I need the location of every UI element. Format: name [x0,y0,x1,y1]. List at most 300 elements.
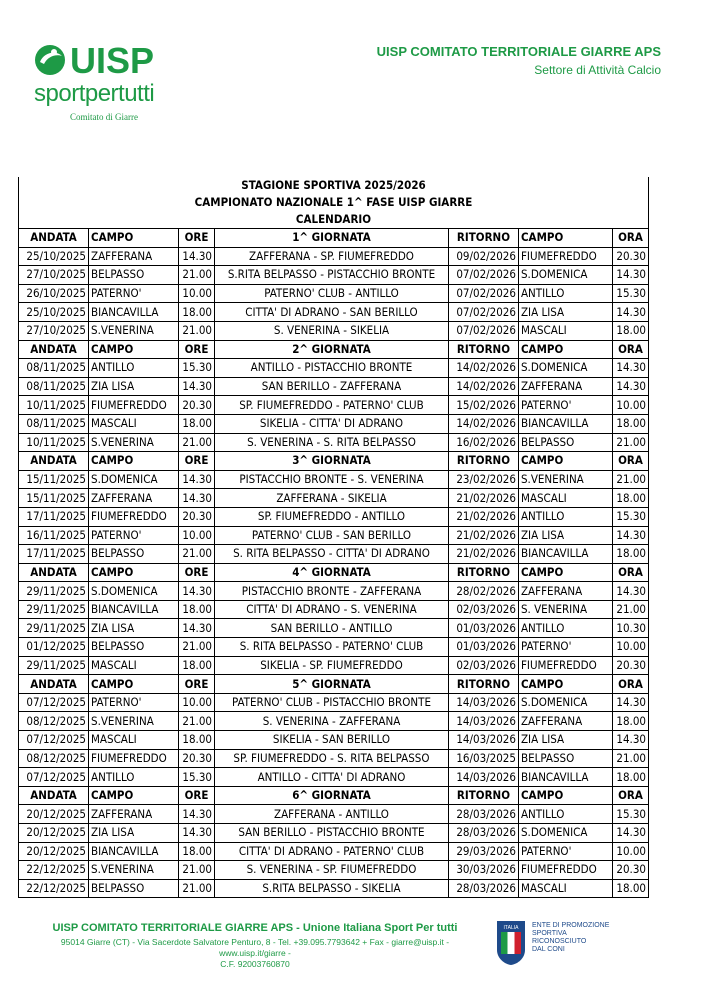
column-header: ORA [612,563,648,582]
column-header: RITORNO [448,452,518,471]
logo-subtitle: sportpertutti [34,80,155,107]
match-row [19,266,649,285]
column-header: ORE [179,563,215,582]
ritorno-field: ANTILLO [518,805,612,824]
andata-date: 29/11/2025 [19,582,89,601]
footer-org: UISP COMITATO TERRITORIALE GIARRE APS - Unione Italiana Sport Per tutti [52,922,458,934]
coni-text [532,922,609,954]
ritorno-field: BELPASSO [518,433,612,452]
coni-line: RICONOSCIUTO [532,938,587,945]
andata-field: ZAFFERANA [89,247,179,266]
match-row [19,768,649,787]
column-header: CAMPO [89,675,179,694]
ritorno-time: 14.30 [612,731,648,750]
andata-time: 15.30 [179,768,215,787]
ritorno-field: FIUMEFREDDO [518,247,612,266]
ritorno-date: 16/03/2025 [448,749,518,768]
column-header: ORE [179,340,215,359]
logo-comitato: Comitato di Giarre [70,112,138,122]
match: CITTA' DI ADRANO - SAN BERILLO [215,303,449,322]
giornata-header [19,229,649,248]
ritorno-date: 14/03/2026 [448,693,518,712]
match: PISTACCHIO BRONTE - S. VENERINA [215,470,449,489]
ritorno-field: MASCALI [518,879,612,898]
ritorno-time: 18.00 [612,712,648,731]
match-row [19,842,649,861]
andata-time: 14.30 [179,489,215,508]
match: SAN BERILLO - ANTILLO [215,619,449,638]
andata-time: 21.00 [179,879,215,898]
andata-time: 14.30 [179,247,215,266]
andata-field: BIANCAVILLA [89,842,179,861]
column-header: CAMPO [89,452,179,471]
column-header: CAMPO [89,340,179,359]
match-row [19,247,649,266]
match: S. VENERINA - SP. FIUMEFREDDO [215,861,449,880]
match-row [19,396,649,415]
column-header: CAMPO [89,786,179,805]
andata-field: S.DOMENICA [89,470,179,489]
ritorno-time: 15.30 [612,284,648,303]
andata-field: BELPASSO [89,638,179,657]
match: SIKELIA - CITTA' DI ADRANO [215,414,449,433]
andata-date: 08/11/2025 [19,377,89,396]
column-header: RITORNO [448,786,518,805]
andata-time: 10.00 [179,284,215,303]
andata-field: ANTILLO [89,768,179,787]
column-header: CAMPO [518,675,612,694]
andata-date: 25/10/2025 [19,303,89,322]
ritorno-field: S.VENERINA [518,470,612,489]
match: ANTILLO - CITTA' DI ADRANO [215,768,449,787]
ritorno-date: 14/02/2026 [448,359,518,378]
match-row [19,861,649,880]
ritorno-field: PATERNO' [518,396,612,415]
ritorno-field: ZAFFERANA [518,377,612,396]
andata-time: 21.00 [179,545,215,564]
championship-title: CAMPIONATO NAZIONALE 1^ FASE UISP GIARRE [19,194,649,211]
ritorno-field: PATERNO' [518,638,612,657]
ritorno-date: 21/02/2026 [448,545,518,564]
coni-line: ENTE DI PROMOZIONE [532,922,610,929]
andata-field: FIUMEFREDDO [89,507,179,526]
match-row [19,582,649,601]
ritorno-time: 18.00 [612,321,648,340]
andata-time: 15.30 [179,359,215,378]
andata-field: PATERNO' [89,284,179,303]
coni-line: SPORTIVA [532,930,567,937]
match-row [19,359,649,378]
column-header: ORA [612,229,648,248]
andata-date: 17/11/2025 [19,507,89,526]
column-header: ORA [612,786,648,805]
calendar-table [18,177,649,898]
andata-field: BIANCAVILLA [89,600,179,619]
coni-badge [496,920,616,968]
org-title: UISP COMITATO TERRITORIALE GIARRE APS [376,44,661,59]
column-header: CAMPO [89,563,179,582]
ritorno-time: 18.00 [612,414,648,433]
andata-time: 18.00 [179,842,215,861]
column-header: ORE [179,229,215,248]
match-row [19,377,649,396]
andata-time: 18.00 [179,600,215,619]
ritorno-date: 23/02/2026 [448,470,518,489]
column-header: ORA [612,340,648,359]
match-row [19,600,649,619]
match-row [19,545,649,564]
ritorno-time: 10.30 [612,619,648,638]
ritorno-field: ZIA LISA [518,303,612,322]
column-header: ORE [179,786,215,805]
andata-date: 25/10/2025 [19,247,89,266]
column-header: CAMPO [518,452,612,471]
ritorno-field: S.DOMENICA [518,359,612,378]
footer [30,922,480,970]
ritorno-time: 18.00 [612,489,648,508]
ritorno-field: S. VENERINA [518,600,612,619]
ritorno-field: ANTILLO [518,619,612,638]
giornata-label: 4^ GIORNATA [215,563,449,582]
andata-field: BELPASSO [89,879,179,898]
andata-field: ZAFFERANA [89,489,179,508]
column-header: ANDATA [19,452,89,471]
match-row [19,489,649,508]
match-row [19,303,649,322]
ritorno-time: 15.30 [612,507,648,526]
match: S. VENERINA - SIKELIA [215,321,449,340]
ritorno-date: 16/02/2026 [448,433,518,452]
andata-date: 15/11/2025 [19,489,89,508]
giornata-label: 2^ GIORNATA [215,340,449,359]
giornata-header [19,340,649,359]
footer-address-line: 95014 Giarre (CT) - Via Sacerdote Salvatore Penturo, 8 - Tel. +39.095.7793642 + Fax - giarre@uisp.it - www.uisp.it/giarre - [60,937,450,958]
andata-date: 08/11/2025 [19,359,89,378]
ritorno-field: FIUMEFREDDO [518,656,612,675]
ritorno-field: BIANCAVILLA [518,545,612,564]
andata-field: PATERNO' [89,526,179,545]
andata-field: FIUMEFREDDO [89,396,179,415]
match: ZAFFERANA - SIKELIA [215,489,449,508]
match: SAN BERILLO - ZAFFERANA [215,377,449,396]
match-row [19,731,649,750]
ritorno-time: 15.30 [612,805,648,824]
andata-field: ZIA LISA [89,619,179,638]
column-header: ORA [612,675,648,694]
match: PISTACCHIO BRONTE - ZAFFERANA [215,582,449,601]
ritorno-time: 21.00 [612,600,648,619]
andata-date: 10/11/2025 [19,396,89,415]
column-header: CAMPO [518,229,612,248]
match-row [19,470,649,489]
column-header: RITORNO [448,340,518,359]
ritorno-field: MASCALI [518,489,612,508]
ritorno-date: 01/03/2026 [448,619,518,638]
match-row [19,284,649,303]
andata-date: 29/11/2025 [19,619,89,638]
ritorno-field: ANTILLO [518,507,612,526]
match: ZAFFERANA - ANTILLO [215,805,449,824]
column-header: ORE [179,675,215,694]
uisp-logo [30,40,190,125]
column-header: RITORNO [448,563,518,582]
andata-date: 27/10/2025 [19,266,89,285]
match: SAN BERILLO - PISTACCHIO BRONTE [215,824,449,843]
ritorno-time: 10.00 [612,396,648,415]
match-row [19,824,649,843]
match: SP. FIUMEFREDDO - S. RITA BELPASSO [215,749,449,768]
match: S. VENERINA - S. RITA BELPASSO [215,433,449,452]
column-header: ANDATA [19,229,89,248]
ritorno-date: 14/03/2026 [448,712,518,731]
ritorno-date: 14/02/2026 [448,414,518,433]
ritorno-time: 14.30 [612,526,648,545]
ritorno-date: 14/03/2026 [448,768,518,787]
andata-date: 08/11/2025 [19,414,89,433]
andata-time: 20.30 [179,749,215,768]
ritorno-date: 07/02/2026 [448,284,518,303]
giornata-label: 6^ GIORNATA [215,786,449,805]
giornata-label: 3^ GIORNATA [215,452,449,471]
match: PATERNO' CLUB - SAN BERILLO [215,526,449,545]
andata-time: 21.00 [179,321,215,340]
andata-time: 14.30 [179,824,215,843]
column-header: CAMPO [518,563,612,582]
ritorno-date: 28/03/2026 [448,805,518,824]
ritorno-date: 09/02/2026 [448,247,518,266]
andata-field: S.DOMENICA [89,582,179,601]
andata-time: 14.30 [179,377,215,396]
ritorno-time: 21.00 [612,749,648,768]
ritorno-time: 20.30 [612,861,648,880]
ritorno-date: 21/02/2026 [448,489,518,508]
ritorno-field: BELPASSO [518,749,612,768]
andata-time: 18.00 [179,731,215,750]
andata-date: 01/12/2025 [19,638,89,657]
column-header: RITORNO [448,229,518,248]
andata-time: 18.00 [179,414,215,433]
match: S. RITA BELPASSO - PATERNO' CLUB [215,638,449,657]
andata-field: S.VENERINA [89,433,179,452]
andata-date: 27/10/2025 [19,321,89,340]
andata-date: 20/12/2025 [19,824,89,843]
ritorno-field: S.DOMENICA [518,266,612,285]
giornata-header [19,563,649,582]
ritorno-time: 18.00 [612,879,648,898]
match: SIKELIA - SAN BERILLO [215,731,449,750]
ritorno-field: ZAFFERANA [518,582,612,601]
match-row [19,321,649,340]
andata-field: BIANCAVILLA [89,303,179,322]
match-row [19,693,649,712]
footer-address [30,937,480,970]
andata-date: 10/11/2025 [19,433,89,452]
coni-line: DAL CONI [532,946,565,953]
ritorno-time: 21.00 [612,470,648,489]
andata-time: 21.00 [179,638,215,657]
ritorno-time: 14.30 [612,359,648,378]
match-row [19,805,649,824]
ritorno-field: ANTILLO [518,284,612,303]
ritorno-time: 18.00 [612,545,648,564]
column-header: ANDATA [19,786,89,805]
ritorno-time: 18.00 [612,768,648,787]
match: PATERNO' CLUB - ANTILLO [215,284,449,303]
match: S.RITA BELPASSO - PISTACCHIO BRONTE [215,266,449,285]
match-row [19,749,649,768]
andata-field: FIUMEFREDDO [89,749,179,768]
andata-field: MASCALI [89,414,179,433]
andata-date: 22/12/2025 [19,861,89,880]
match-row [19,619,649,638]
ritorno-time: 14.30 [612,693,648,712]
runner-icon [30,42,70,78]
ritorno-date: 14/02/2026 [448,377,518,396]
andata-date: 08/12/2025 [19,712,89,731]
column-header: ANDATA [19,340,89,359]
ritorno-date: 01/03/2026 [448,638,518,657]
column-header: CAMPO [518,786,612,805]
ritorno-date: 07/02/2026 [448,321,518,340]
match: PATERNO' CLUB - PISTACCHIO BRONTE [215,693,449,712]
match: S.RITA BELPASSO - SIKELIA [215,879,449,898]
season-title: STAGIONE SPORTIVA 2025/2026 [19,177,649,194]
badge-country: ITALIA [503,925,519,931]
andata-date: 15/11/2025 [19,470,89,489]
match: SIKELIA - SP. FIUMEFREDDO [215,656,449,675]
match-row [19,526,649,545]
org-header [377,44,661,77]
ritorno-date: 02/03/2026 [448,600,518,619]
match: CITTA' DI ADRANO - PATERNO' CLUB [215,842,449,861]
ritorno-date: 30/03/2026 [448,861,518,880]
ritorno-time: 14.30 [612,582,648,601]
ritorno-date: 07/02/2026 [448,303,518,322]
andata-field: ZAFFERANA [89,805,179,824]
ritorno-field: BIANCAVILLA [518,414,612,433]
andata-time: 18.00 [179,656,215,675]
ritorno-field: BIANCAVILLA [518,768,612,787]
andata-date: 08/12/2025 [19,749,89,768]
match-row [19,656,649,675]
andata-date: 07/12/2025 [19,693,89,712]
match-row [19,507,649,526]
ritorno-time: 14.30 [612,824,648,843]
giornata-label: 1^ GIORNATA [215,229,449,248]
footer-tax-code: C.F. 92003760870 [220,959,290,969]
andata-date: 16/11/2025 [19,526,89,545]
ritorno-date: 21/02/2026 [448,526,518,545]
match: S. VENERINA - ZAFFERANA [215,712,449,731]
andata-time: 20.30 [179,507,215,526]
andata-date: 20/12/2025 [19,842,89,861]
andata-time: 21.00 [179,433,215,452]
andata-date: 26/10/2025 [19,284,89,303]
column-header: CAMPO [89,229,179,248]
ritorno-date: 15/02/2026 [448,396,518,415]
andata-date: 29/11/2025 [19,656,89,675]
match-row [19,712,649,731]
giornata-label: 5^ GIORNATA [215,675,449,694]
andata-date: 07/12/2025 [19,731,89,750]
giornata-header [19,786,649,805]
giornata-header [19,452,649,471]
ritorno-date: 28/03/2026 [448,824,518,843]
andata-field: ANTILLO [89,359,179,378]
ritorno-field: PATERNO' [518,842,612,861]
ritorno-date: 28/02/2026 [448,582,518,601]
andata-time: 14.30 [179,470,215,489]
andata-date: 07/12/2025 [19,768,89,787]
column-header: RITORNO [448,675,518,694]
match: SP. FIUMEFREDDO - ANTILLO [215,507,449,526]
org-subtitle: Settore di Attività Calcio [534,63,661,77]
ritorno-date: 02/03/2026 [448,656,518,675]
ritorno-date: 29/03/2026 [448,842,518,861]
ritorno-field: S.DOMENICA [518,824,612,843]
ritorno-field: ZIA LISA [518,731,612,750]
andata-time: 14.30 [179,805,215,824]
column-header: ANDATA [19,563,89,582]
andata-field: BELPASSO [89,266,179,285]
ritorno-field: MASCALI [518,321,612,340]
ritorno-time: 10.00 [612,638,648,657]
ritorno-field: ZAFFERANA [518,712,612,731]
match-row [19,638,649,657]
match: CITTA' DI ADRANO - S. VENERINA [215,600,449,619]
ritorno-date: 28/03/2026 [448,879,518,898]
andata-time: 14.30 [179,619,215,638]
andata-time: 14.30 [179,582,215,601]
match-row [19,414,649,433]
andata-field: MASCALI [89,731,179,750]
andata-time: 10.00 [179,693,215,712]
andata-date: 29/11/2025 [19,600,89,619]
andata-time: 20.30 [179,396,215,415]
ritorno-time: 10.00 [612,842,648,861]
andata-field: S.VENERINA [89,321,179,340]
ritorno-time: 21.00 [612,433,648,452]
match: ANTILLO - PISTACCHIO BRONTE [215,359,449,378]
column-header: ORA [612,452,648,471]
ritorno-date: 07/02/2026 [448,266,518,285]
andata-date: 22/12/2025 [19,879,89,898]
andata-date: 20/12/2025 [19,805,89,824]
ritorno-date: 21/02/2026 [448,507,518,526]
ritorno-field: S.DOMENICA [518,693,612,712]
match-row [19,879,649,898]
andata-time: 21.00 [179,266,215,285]
ritorno-time: 20.30 [612,247,648,266]
andata-time: 21.00 [179,712,215,731]
ritorno-time: 14.30 [612,266,648,285]
column-header: CAMPO [518,340,612,359]
andata-field: S.VENERINA [89,861,179,880]
match: SP. FIUMEFREDDO - PATERNO' CLUB [215,396,449,415]
column-header: ANDATA [19,675,89,694]
ritorno-time: 14.30 [612,303,648,322]
ritorno-field: FIUMEFREDDO [518,861,612,880]
logo-wordmark: UISP [70,40,155,81]
italia-shield-icon [496,920,526,966]
column-header: ORE [179,452,215,471]
giornata-header [19,675,649,694]
ritorno-date: 14/03/2026 [448,731,518,750]
andata-time: 21.00 [179,861,215,880]
andata-field: BELPASSO [89,545,179,564]
match-row [19,433,649,452]
ritorno-field: ZIA LISA [518,526,612,545]
